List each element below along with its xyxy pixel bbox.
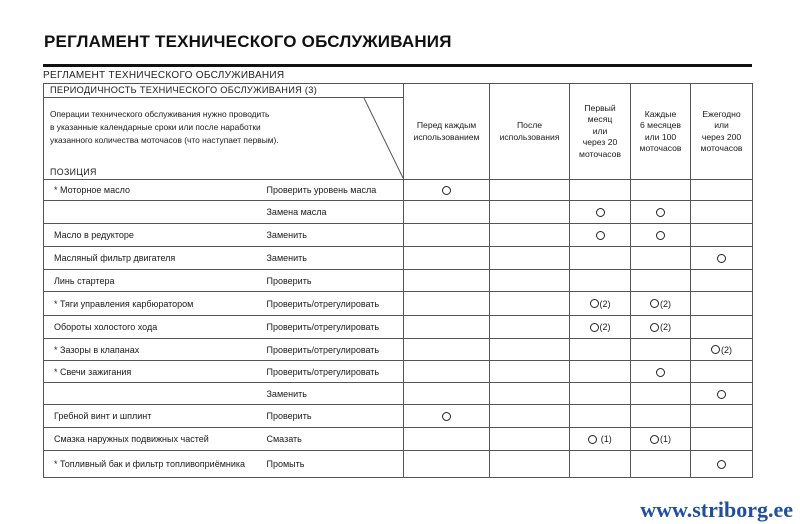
table-row bbox=[44, 247, 753, 270]
mark-six-months bbox=[631, 270, 691, 292]
mark-first-month bbox=[570, 201, 631, 224]
mark-after-use bbox=[490, 180, 570, 201]
mark-yearly bbox=[691, 361, 753, 383]
row-action: Проверить bbox=[257, 270, 404, 292]
row-action: Проверить/отрегулировать bbox=[257, 361, 404, 383]
row-part-name: * Тяги управления карбюратором bbox=[44, 292, 257, 316]
col-label-line: 6 месяцев bbox=[640, 120, 681, 130]
mark-first-month bbox=[570, 180, 631, 201]
title-divider bbox=[43, 64, 752, 67]
row-part-name: Смазка наружных подвижных частей bbox=[44, 428, 257, 451]
row-part-name: * Моторное масло bbox=[44, 180, 257, 201]
mark-first-month bbox=[570, 316, 631, 339]
table-row bbox=[44, 405, 753, 428]
mark-yearly bbox=[691, 405, 753, 428]
mark-before-use bbox=[404, 270, 490, 292]
table-caption: РЕГЛАМЕНТ ТЕХНИЧЕСКОГО ОБСЛУЖИВАНИЯ bbox=[43, 70, 285, 81]
col-after-use bbox=[490, 84, 570, 180]
row-action: Промыть bbox=[257, 451, 404, 478]
mark-yearly bbox=[691, 316, 753, 339]
col-label-line: использования bbox=[499, 131, 560, 142]
row-part-name: * Зазоры в клапанах bbox=[44, 339, 257, 361]
mark-first-month bbox=[570, 428, 631, 451]
maintenance-circle-icon bbox=[717, 254, 726, 263]
mark-six-months bbox=[631, 224, 691, 247]
mark-yearly bbox=[691, 383, 753, 405]
row-part-name: * Свечи зажигания bbox=[44, 361, 257, 383]
col-first-month bbox=[570, 84, 631, 180]
col-label-line: моточасов bbox=[639, 143, 682, 153]
row-action: Заменить bbox=[257, 224, 404, 247]
maintenance-circle-icon bbox=[650, 435, 659, 444]
row-part-name: Гребной винт и шплинт bbox=[44, 405, 257, 428]
maintenance-circle-icon bbox=[656, 208, 665, 217]
mark-yearly bbox=[691, 292, 753, 316]
col-label-line: через 200 bbox=[701, 131, 742, 142]
mark-after-use bbox=[490, 292, 570, 316]
row-part-name: Линь стартера bbox=[44, 270, 257, 292]
table-row bbox=[44, 451, 753, 478]
table-row bbox=[44, 180, 753, 201]
mark-before-use bbox=[404, 383, 490, 405]
maintenance-circle-icon bbox=[650, 323, 659, 332]
maintenance-circle-icon bbox=[590, 323, 599, 332]
mark-after-use bbox=[490, 383, 570, 405]
header-note-line: в указанные календарные сроки или после наработки bbox=[50, 122, 261, 132]
mark-footnote: (2) bbox=[660, 322, 672, 333]
mark-six-months bbox=[631, 201, 691, 224]
row-part-name: Масляный фильтр двигателя bbox=[44, 247, 257, 270]
row-part-name: Обороты холостого хода bbox=[44, 316, 257, 339]
mark-before-use bbox=[404, 316, 490, 339]
mark-first-month bbox=[570, 383, 631, 405]
maintenance-circle-icon bbox=[717, 460, 726, 469]
mark-six-months bbox=[631, 405, 691, 428]
mark-yearly bbox=[691, 247, 753, 270]
mark-footnote: (2) bbox=[660, 298, 672, 309]
header-note-line: Операции технического обслуживания нужно проводить bbox=[50, 109, 270, 119]
table-row bbox=[44, 316, 753, 339]
table-row bbox=[44, 383, 753, 405]
header-note bbox=[50, 108, 350, 147]
table-row bbox=[44, 270, 753, 292]
table-header-row bbox=[44, 84, 753, 180]
col-label-line: Ежегодно bbox=[702, 108, 741, 119]
mark-yearly bbox=[691, 339, 753, 361]
mark-before-use bbox=[404, 405, 490, 428]
mark-after-use bbox=[490, 316, 570, 339]
col-label-line: Первый bbox=[584, 102, 616, 113]
col-label-line: через 20 bbox=[582, 137, 618, 148]
mark-footnote: (1) bbox=[598, 434, 612, 445]
mark-six-months bbox=[631, 361, 691, 383]
row-action: Заменить bbox=[257, 383, 404, 405]
maintenance-circle-icon bbox=[442, 412, 451, 421]
mark-after-use bbox=[490, 451, 570, 478]
position-label: ПОЗИЦИЯ bbox=[50, 167, 97, 177]
schedule-body bbox=[44, 180, 753, 478]
col-label-line: моточасов bbox=[579, 148, 621, 159]
table-row bbox=[44, 339, 753, 361]
mark-six-months bbox=[631, 339, 691, 361]
watermark: www.striborg.ee bbox=[640, 497, 793, 522]
mark-footnote: (2) bbox=[721, 344, 733, 355]
mark-after-use bbox=[490, 405, 570, 428]
maintenance-circle-icon bbox=[596, 231, 605, 240]
page-title: РЕГЛАМЕНТ ТЕХНИЧЕСКОГО ОБСЛУЖИВАНИЯ bbox=[44, 32, 452, 51]
mark-footnote: (2) bbox=[599, 298, 611, 309]
header-description-cell bbox=[44, 84, 404, 180]
maintenance-circle-icon bbox=[590, 299, 599, 308]
mark-yearly bbox=[691, 270, 753, 292]
col-label-line: использованием bbox=[413, 131, 480, 142]
maintenance-circle-icon bbox=[717, 390, 726, 399]
col-label-line: месяц bbox=[587, 114, 613, 125]
row-action: Проверить bbox=[257, 405, 404, 428]
mark-first-month bbox=[570, 224, 631, 247]
col-label-line: моточасов bbox=[700, 143, 743, 153]
maintenance-circle-icon bbox=[650, 299, 659, 308]
col-label-line: После bbox=[516, 120, 543, 130]
mark-before-use bbox=[404, 180, 490, 201]
maintenance-circle-icon bbox=[588, 435, 597, 444]
mark-before-use bbox=[404, 224, 490, 247]
mark-after-use bbox=[490, 339, 570, 361]
row-action: Проверить/отрегулировать bbox=[257, 292, 404, 316]
mark-before-use bbox=[404, 292, 490, 316]
mark-six-months bbox=[631, 292, 691, 316]
table-row bbox=[44, 428, 753, 451]
mark-footnote: (1) bbox=[660, 434, 672, 445]
maintenance-circle-icon bbox=[656, 231, 665, 240]
mark-before-use bbox=[404, 339, 490, 361]
row-action: Проверить/отрегулировать bbox=[257, 316, 404, 339]
maintenance-circle-icon bbox=[442, 186, 451, 195]
col-label-line: или bbox=[714, 120, 729, 130]
mark-six-months bbox=[631, 180, 691, 201]
mark-after-use bbox=[490, 224, 570, 247]
col-label-line: или bbox=[592, 125, 608, 136]
row-part-name: * Топливный бак и фильтр топливоприёмника bbox=[44, 451, 257, 478]
mark-first-month bbox=[570, 339, 631, 361]
mark-yearly bbox=[691, 428, 753, 451]
mark-six-months bbox=[631, 247, 691, 270]
mark-before-use bbox=[404, 361, 490, 383]
periodicity-label: ПЕРИОДИЧНОСТЬ ТЕХНИЧЕСКОГО ОБСЛУЖИВАНИЯ (3) bbox=[44, 84, 403, 98]
row-action: Замена масла bbox=[257, 201, 404, 224]
row-action: Смазать bbox=[257, 428, 404, 451]
table-row bbox=[44, 224, 753, 247]
row-part-name: Масло в редукторе bbox=[44, 224, 257, 247]
mark-first-month bbox=[570, 361, 631, 383]
maintenance-circle-icon bbox=[596, 208, 605, 217]
col-every-6-months bbox=[631, 84, 691, 180]
row-part-name bbox=[44, 201, 257, 224]
table-row bbox=[44, 201, 753, 224]
table-row bbox=[44, 361, 753, 383]
col-label-line: или 100 bbox=[644, 131, 677, 142]
mark-six-months bbox=[631, 383, 691, 405]
col-label-line: Перед каждым bbox=[416, 120, 477, 130]
mark-after-use bbox=[490, 201, 570, 224]
mark-after-use bbox=[490, 428, 570, 451]
col-before-each-use bbox=[404, 84, 490, 180]
mark-yearly bbox=[691, 201, 753, 224]
row-part-name bbox=[44, 383, 257, 405]
mark-yearly bbox=[691, 451, 753, 478]
maintenance-circle-icon bbox=[656, 368, 665, 377]
maintenance-schedule-table bbox=[43, 83, 753, 478]
col-yearly bbox=[691, 84, 753, 180]
maintenance-circle-icon bbox=[711, 345, 720, 354]
mark-footnote: (2) bbox=[599, 322, 611, 333]
row-action: Проверить уровень масла bbox=[257, 180, 404, 201]
mark-after-use bbox=[490, 270, 570, 292]
mark-before-use bbox=[404, 451, 490, 478]
row-action: Проверить/отрегулировать bbox=[257, 339, 404, 361]
mark-after-use bbox=[490, 247, 570, 270]
mark-six-months bbox=[631, 428, 691, 451]
mark-before-use bbox=[404, 428, 490, 451]
mark-six-months bbox=[631, 316, 691, 339]
table-row bbox=[44, 292, 753, 316]
mark-first-month bbox=[570, 270, 631, 292]
header-note-line: указанного количества моточасов (что наступает первым). bbox=[50, 135, 279, 145]
col-label-line: Каждые bbox=[644, 108, 677, 119]
mark-yearly bbox=[691, 224, 753, 247]
mark-before-use bbox=[404, 201, 490, 224]
mark-before-use bbox=[404, 247, 490, 270]
mark-first-month bbox=[570, 247, 631, 270]
mark-after-use bbox=[490, 361, 570, 383]
mark-yearly bbox=[691, 180, 753, 201]
mark-first-month bbox=[570, 292, 631, 316]
mark-six-months bbox=[631, 451, 691, 478]
mark-first-month bbox=[570, 451, 631, 478]
row-action: Заменить bbox=[257, 247, 404, 270]
mark-first-month bbox=[570, 405, 631, 428]
